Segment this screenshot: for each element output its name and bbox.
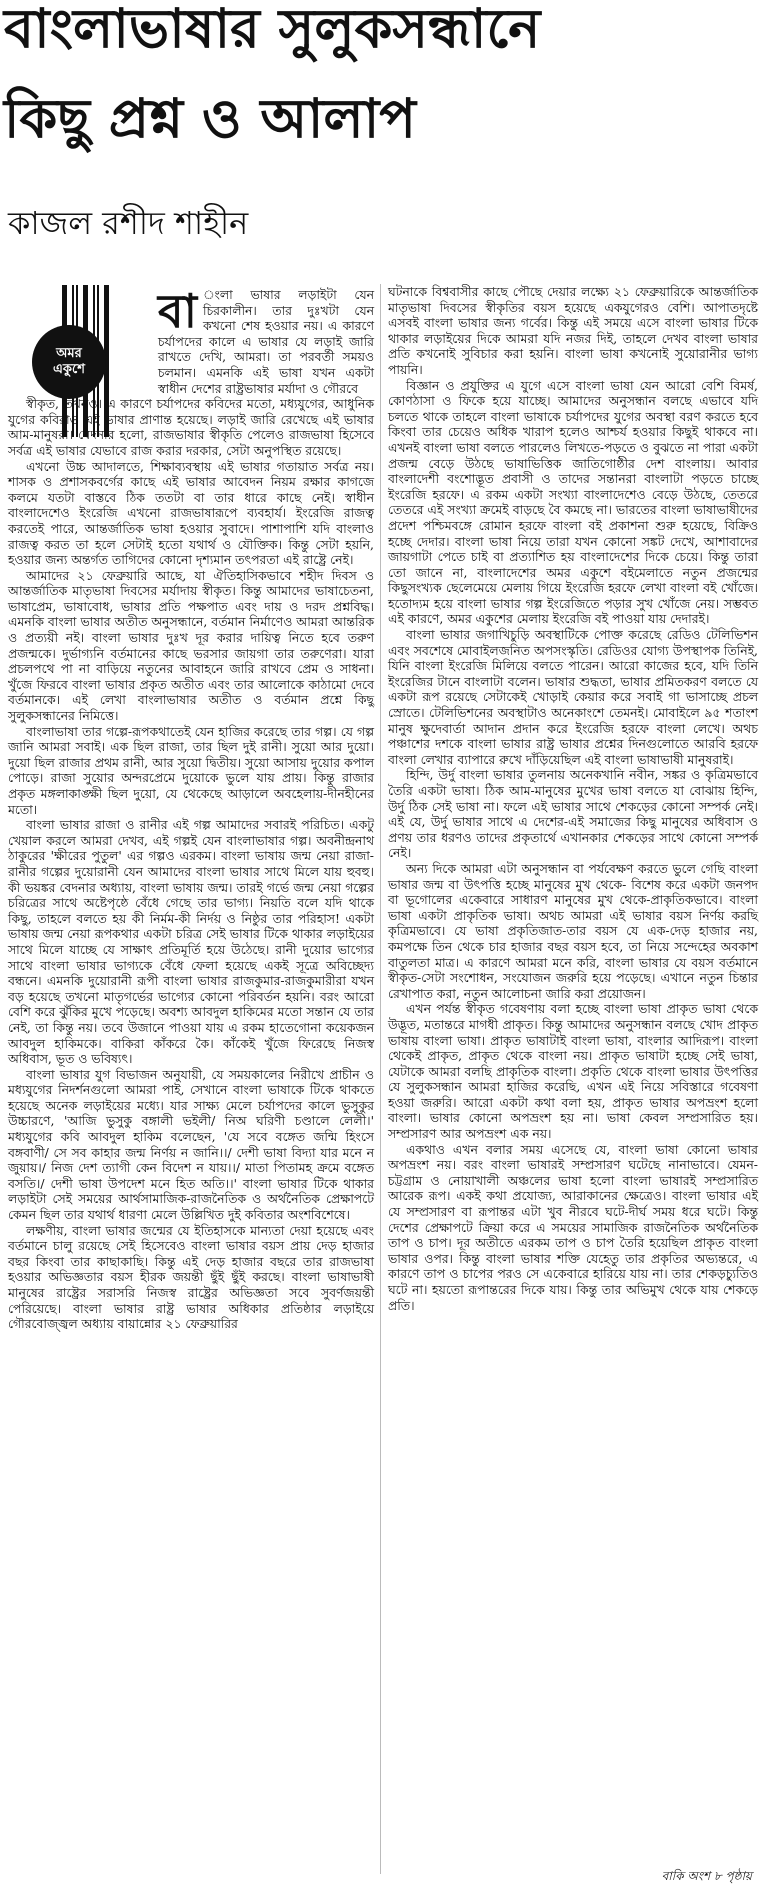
- article-paragraph: একথাও এখন বলার সময় এসেছে যে, বাংলা ভাষা কোনো ভাষার অপভ্রংশ নয়। বরং বাংলা ভাষারই সম্প্রসারণ ঘটেছে নানাভাবে। যেমন- চট্টগ্রাম ও নোয়াখালী অঞ্চলের ভাষা হলো বাংলা ভাষারই সম্প্রসারিত আরেক রূপ। একই কথা প্রযোজ্য, আরাকানের ক্ষেত্রেও। বাংলা ভাষার এই যে সম্প্রসারণ বা রূপান্তর এটা খুব নীরবে ঘটে-দীর্ঘ সময় ধরে ঘটে। কিন্তু দেশের প্রেক্ষাপটে ক্রিয়া করে এ সময়ের সামাজিক রাজনৈতিক অর্থনৈতিক তাপ ও চাপ। দূর অতীতে এরকম তাপ ও চাপ তৈরি হয়েছিল প্রাকৃত বাংলা ভাষার ওপর। কিন্তু বাংলা ভাষার শক্তি যেহেতু তার প্রকৃতির অভ্যন্তরে, এ কারণে তাপ ও চাপের পরও সে একেবারে হারিয়ে যায় না। তার শেকড়চ্যুতিও ঘটে না। হয়তো রূপান্তরের দিকে যায়। কিন্তু তার অভিমুখ থেকে যায় শেকড়ে প্রতি।: [388, 1141, 758, 1313]
- intro-text: ংলা ভাষার লড়াইটা যেন চিরকালীন। তার দুঃখটা যেন কখনো শেষ হওয়ার নয়। এ কারণে চর্যাপদের কালে এ ভাষার যে লড়াই জারি রাখতে দেখি, আমরা। তা পরবর্তী সময়ও চলমান। এমনকি এই ভাষা যখন একটা স্বাধীন দেশের রাষ্ট্রভাষার মর্যাদা ও গৌরবে: [158, 287, 374, 396]
- article-paragraph: বাংলাভাষা তার গল্পে-রূপকথাতেই যেন হাজির করেছে তার গল্প। যে গল্প জানি আমরা সবাই। এক ছিল রাজা, তার ছিল দুই রানী। সুয়ো আর দুয়ো। দুয়ো ছিল রাজার প্রথম রানী, আর সুয়ো দ্বিতীয়। সুয়ো আসায় দুয়োর কপাল পোড়ে। রাজা সুয়োর অন্দরপ্রেমে দুয়োকে ভুলে যায় প্রায়। কিন্তু রাজার প্রকৃত মঙ্গলাকাঙ্ক্ষী ছিল দুয়ো, যে থেকেছে আড়ালে অবহেলায়-দীনহীনের মতো।: [8, 723, 374, 817]
- headline: [4, 2, 744, 166]
- headline-line-1: বাংলাভাষার সুলুকসন্ধানে: [4, 0, 541, 60]
- article-paragraph: লক্ষণীয়, বাংলা ভাষার জন্মের যে ইতিহাসকে মান্যতা দেয়া হয়েছে এবং বর্তমানে চালু রয়েছে সেই হিসেবেও বাংলা ভাষার বয়স প্রায় দেড় হাজার বছর কিংবা তার কাছাকাছি। কিন্তু এই দেড় হাজার বছরে তার রাজভাষা হওয়ার অভিজ্ঞতার বয়স হীরক জয়ন্তী ছুঁই ছুঁই করছে। বাংলা ভাষাভাষী মানুষের রাষ্ট্রের সরাসরি নিজস্ব রাষ্ট্রের অভিজ্ঞতা সবে সুবর্ণজয়ন্তী পেরিয়েছে। বাংলা ভাষার রাষ্ট্র ভাষার অধিকার প্রতিষ্ঠার লড়াইয়ে গৌরবোজ্জ্বল অধ্যায় বায়ান্নোর ২১ ফেব্রুয়ারির: [8, 1222, 374, 1332]
- article-column-right: [388, 284, 758, 1313]
- article-paragraph: বাংলা ভাষার যুগ বিভাজন অনুযায়ী, যে সময়কালের নিরীখে প্রাচীন ও মধ্যযুগের নিদর্শনগুলো আমরা পাই, সেখানে বাংলা ভাষাকে টিকে থাকতে হয়েছে অনেক লড়াইয়ের মধ্যে। যার সাক্ষ্য মেলে চর্যাপদের কালে ভুসুকুর উচ্চারণে, 'আজি ভুসুকু বঙ্গালী ভইলী/ নিঅ ঘরিণী চণ্ডালে লেলী।' মধ্যযুগের কবি আবদুল হাকিম বলেছেন, 'যে সবে বঙ্গেত জন্মি হিংসে বঙ্গবাণী/ সে সব কাহার জন্ম নির্ণয় ন জানি।।/ দেশী ভাষা বিদ্যা যার মনে ন জুয়ায়।/ নিজ দেশ ত্যাগী কেন বিদেশ ন যায়।।/ মাতা পিতামহ ক্রমে বঙ্গেত বসতি।/ দেশী ভাষা উপদেশ মনে হিত অতি।।' বাংলা ভাষার টিকে থাকার লড়াইটা সেই সময়ের আর্থসামাজিক-রাজনৈতিক ও অর্থনৈতিক প্রেক্ষাপটে কেমন ছিল তার যথার্থ ধারণা মেলে উল্লিখিত দুই কবিতার অংশবিশেষে।: [8, 1066, 374, 1223]
- article-paragraph: বাংলা ভাষার জগাখিচুড়ি অবস্থাটিকে পোক্ত করেছে রেডিও টেলিভিশন এবং সবশেষে মোবাইলজনিত অপসংস্কৃতি। রেডিওর যোগ্য উপস্থাপক তিনিই, যিনি বাংলা ইংরেজি মিলিয়ে বলতে পারেন। আরো কাজের হবে, যদি তিনি ইংরেজির টানে বাংলাটা বলেন। ভাষার শুদ্ধতা, ভাষার প্রমিতকরণ বলতে যে একটা রূপ রয়েছে সেটাকেই খোড়াই কেয়ার করে সবাই গা ভাসাচ্ছে প্রচল স্রোতে। টেলিভিশনের অবস্থাটাও অনেকাংশে তেমনই। মোবাইলে ৯৫ শতাংশ মানুষ ক্ষুদেবার্তা আদান প্রদান করে ইংরেজি হরফে বাংলা লেখে। অথচ পঞ্চাশের দশকে বাংলা ভাষার রাষ্ট্র ভাষার প্রশ্নের দিনগুলোতে আরবি হরফে বাংলা লেখার ব্যাপারে রুখে দাঁড়িয়েছিল এই বাংলা ভাষাভাষী মানুষরাই।: [388, 627, 758, 767]
- drop-cap: বা: [158, 284, 197, 338]
- article-paragraph: বাংলা ভাষার রাজা ও রানীর এই গল্প আমাদের সবারই পরিচিত। একটু খেয়াল করলে আমরা দেখব, এই গল্পই যেন বাংলাভাষার গল্প। অবনীন্দ্রনাথ ঠাকুরের 'ক্ষীরের পুতুল' এর গল্পও এরকম। বাংলা ভাষায় জন্ম নেয়া রাজা-রানীর গল্পের দুয়োরানী যেন আমাদের বাংলা ভাষার সাথে মিলে যায় হুবহু। কী ভয়ঙ্কর বেদনার অধ্যায়, বাংলা ভাষায় জন্ম। তারই গর্ভে জন্ম নেয়া গল্পের চরিত্রের সাথে অষ্টেপৃষ্ঠে বেঁধে গেছে তার ভাগ্য। নিয়তি বলে যদি থাকে কিছু, তাহলে বলতে হয় কী নির্মম-কী নির্দয় ও নিষ্ঠুর তার পরিহাস! একটা ভাষায় জন্ম নেয়া রূপকথার একটা চরিত্র সেই ভাষার টিকে থাকার লড়াইয়ের সাথে মিলে যাচ্ছে যে সাক্ষাৎ প্রতিমূর্তি হয়ে উঠেছে। রানী দুয়োর ভাগ্যের সাথে বাংলা ভাষার ভাগ্যকে বেঁধে ফেলা হয়েছে একই সূত্রে অবিচ্ছেদ্য বন্ধনে। এমনকি দুয়োরানী রূপী বাংলা ভাষার রাজকুমার-রাজকুমারীরা যখন বড় হয়েছে তখনো মাতৃগর্ভের ভাগ্যের কোনো পরিবর্তন হয়নি। বরং আরো বেশি করে ঝুঁকির মুখে পড়েছে। অবশ্য আবদুল হাকিমের মতো সন্তান যে তার নেই, তা কিন্তু নয়। তবে উজানে পাওয়া যায় এ রকম হাতেগোনা কয়েকজন আবদুল হাকিমকে। বাকিরা কাঁকরে কৈ। কাঁকেই খুঁজে ফিরেছে নিজস্ব অধিবাস, ভূত ও ভবিষ্যৎ।: [8, 817, 374, 1067]
- article-paragraph: ঘটনাকে বিশ্ববাসীর কাছে পৌছে দেয়ার লক্ষ্যে ২১ ফেব্রুয়ারিকে আন্তর্জাতিক মাতৃভাষা দিবসের স্বীকৃতির বয়স হয়েছে একযুগেরও বেশি। আপাতদৃষ্টে এসবই বাংলা ভাষার জন্য গর্বের। কিন্তু এই সময়ে এসে বাংলা ভাষার টিকে থাকার লড়াইয়ের দিকে আমরা যদি নজর দিই, তাহলে দেখব বাংলা ভাষার প্রতি কখনোই সুবিচার করা হয়নি। বাংলা ভাষা কখনোই সুয়োরানীর ভাগ্য পায়নি।: [388, 284, 758, 377]
- byline: কাজল রশীদ শাহীন: [8, 204, 249, 242]
- article-paragraph: বিজ্ঞান ও প্রযুক্তির এ যুগে এসে বাংলা ভাষা যেন আরো বেশি বিমর্ষ, কোণঠাসা ও ফিকে হয়ে যাচ্ছে। আমাদের অনুসন্ধান বলছে এভাবে যদি চলতে থাকে তাহলে বাংলা ভাষাকে চর্যাপদের যুগের অবস্থা বরণ করতে হবে কিংবা তার চেয়েও অধিক খারাপ হলেও আশ্চর্য হওয়ার কিছুই থাকবে না। এখনই বাংলা ভাষা বলতে পারলেও লিখতে-পড়তে ও বুঝতে না পারা একটা প্রজন্ম বেড়ে উঠছে ভাষাভিত্তিক জাতিগোষ্ঠীর দেশ বাংলায়। আবার বাংলাদেশী বংশোদ্ভূত প্রবাসী ও তাদের সন্তানরা বাংলাটা পড়তে চাচ্ছে ইংরেজি হরফে। এ রকম একটা সংখ্যা বাংলাদেশেও বেড়ে উঠছে, তেতরে তেতরে এই সংখ্যা ক্রমেই বাড়ছে বৈ কমছে না। ভারতের বাংলা ভাষাভাষীদের প্রদেশ পশ্চিমবঙ্গে রোমান হরফে বাংলা বই প্রকাশনা শুরু হয়েছে, বিক্রিও হচ্ছে দেদার। বাংলা ভাষা নিয়ে তারা যখন কোনো সঙ্কট দেখে, আশাবাদের জায়গাটা পেতে চাই বা প্রত্যাশিত হয় বাংলাদেশের দিকে চেয়ে। কিন্তু তারা তো জানে না, বাংলাদেশের অমর একুশে বইমেলাতে নতুন প্রজন্মের কিছুসংখ্যক ছেলেমেয়ে মেলায় গিয়ে ইংরেজি হরফে লেখা বাংলা বই খোঁজে। হতোদ্যম হয়ে বাংলা ভাষার গল্প ইংরেজিতে পড়ার সুখ খোঁজে নেয়। সম্ভবত এই কারণে, অমর একুশের মেলায় ইংরেজি বই পাওয়া যায় দেদারই।: [388, 377, 758, 627]
- article-paragraph: অন্য দিকে আমরা এটা অনুসন্ধান বা পর্যবেক্ষণ করতে ভুলে গেছি বাংলা ভাষার জন্ম বা উৎপত্তি হচ্ছে মানুষের মুখ থেকে- বিশেষ করে একটা জনপদ বা ভূগোলের একেবারে সাধারণ মানুষের মুখ থেকে-প্রাকৃতিকভাবে। বাংলা ভাষা একটা প্রাকৃতিক ভাষা। অথচ আমরা এই ভাষার বয়স নির্ণয় করছি কৃত্রিমভাবে। যে ভাষা প্রকৃতিজাত-তার বয়স যে এক-দেড় হাজার নয়, কমপক্ষে তিন থেকে চার হাজার বছর বয়স হবে, তা নিয়ে সন্দেহের অবকাশ বাতুলতা মাত্র। এ কারণে আমরা মনে করি, বাংলা ভাষার যে বয়স বর্তমানে স্বীকৃত-সেটা সংশোধন, সংযোজন জরুরি হয়ে পড়েছে। এখানে নতুন চিন্তার রেখাপাত করা, নতুন আলোচনা জারি করা প্রয়োজন।: [388, 860, 758, 1001]
- article-paragraph: আমাদের ২১ ফেব্রুয়ারি আছে, যা ঐতিহাসিকভাবে শহীদ দিবস ও আন্তর্জাতিক মাতৃভাষা দিবসের মর্যাদায় স্বীকৃত। কিন্তু আমাদের ভাষাচেতনা, ভাষাপ্রেম, ভাষাবোধ, ভাষার প্রতি পক্ষপাত এবং দায় ও দরদ প্রশ্নবিদ্ধ। এমনকি বাংলা ভাষার অতীত অনুসন্ধানে, বর্তমান নির্মাণেও আমরা আন্তরিক ও প্রত্যয়ী নই। বাংলা ভাষার দুঃখ দূর করার দায়িত্ব নিতে হবে তরুণ প্রজন্মকে। দুর্ভাগ্যনি বর্তমানের কাছে ভরসার জায়গা তার তরুণেরা। যারা প্রচলপথে পা না বাড়িয়ে নতুনের আবাহনে জারি রাখবে প্রেম ও সাধনা। খুঁজে ফিরবে বাংলা ভাষার প্রকৃত অতীত এবং তার আলোকে কাঠামো দেবে বর্তমানকে। এই লেখা বাংলাভাষার অতীত ও বর্তমান প্রশ্নে কিছু সুলুকসন্ধানের নিমিত্তে।: [8, 567, 374, 724]
- logo-text-line-1: অমর: [56, 346, 82, 362]
- article-intro-paragraph: [158, 284, 374, 396]
- article-paragraph: স্বীকৃত, তখনও। এ কারণে চর্যাপদের কবিদের মতো, মধ্যযুগের, আধুনিক যুগের কবিরাও এই ভাষার প্রাণান্ত হয়েছে। লড়াই জারি রেখেছে এই ভাষার আম-মানুষরা। বেদনার হলো, রাজভাষার স্বীকৃতি পেলেও রাজভাষা হিসেবে সর্বত্র এই ভাষার যেভাবে রাজ করার দরকার, সেটা অনুপস্থিত রয়েছে।: [8, 396, 374, 458]
- headline-line-2: কিছু প্রশ্ন ও আলাপ: [4, 87, 416, 150]
- continued-on-page-note: বাকি অংশ ৮ পৃষ্ঠায়: [661, 1869, 752, 1883]
- article-paragraph: এখন পর্যন্ত স্বীকৃত গবেষণায় বলা হচ্ছে বাংলা ভাষা প্রাকৃত ভাষা থেকে উদ্ভূত, মতান্তরে মাগধী প্রাকৃত। কিন্তু আমাদের অনুসন্ধান বলছে খোদ প্রাকৃত ভাষায় বাংলা ভাষা। প্রাকৃত ভাষাটাই বাংলা ভাষা, বাংলার আদিরূপ। বাংলা থেকেই প্রাকৃত, প্রাকৃত থেকে বাংলা নয়। প্রাকৃত ভাষাটা হচ্ছে সেই ভাষা, যেটাকে আমরা বলছি প্রাকৃতিক বাংলা। প্রকৃতি থেকে বাংলা ভাষার উৎপত্তির যে সুলুকসন্ধান আমরা হাজির করেছি, এখন এই নিয়ে সবিস্তারে গবেষণা হওয়া জরুরি। আরো একটা কথা বলা হয়, প্রাকৃত ভাষার অপভ্রংশ হলো বাংলা। ভাষার কোনো অপভ্রংশ হয় না। ভাষা কেবল সম্প্রসারিত হয়। সম্প্রসারণ আর অপভ্রংশ এক নয়।: [388, 1001, 758, 1142]
- article-column-left: [8, 284, 374, 1332]
- article-paragraph: হিন্দি, উর্দু বাংলা ভাষার তুলনায় অনেকখানি নবীন, সঙ্কর ও কৃত্রিমভাবে তৈরি একটা ভাষা। ঠিক আম-মানুষের মুখের ভাষা বলতে যা বোঝায় হিন্দি, উর্দু ঠিক সেই ভাষা না। ফলে এই ভাষার সাথে শেকড়ের কোনো সম্পর্ক নেই। এই যে, উর্দু ভাষার সাথে এ দেশের-এই সমাজের কিছু মানুষের অধিবাস ও প্রণয় তার ধরণও তাদের প্রকৃতার্থে এখানকার শেকড়ের সাথে কোনো সম্পর্ক নেই।: [388, 767, 758, 861]
- column-divider: [380, 284, 381, 1874]
- logo-text-line-2: একুশে: [53, 362, 85, 377]
- article-paragraph: এখনো উচ্চ আদালতে, শিক্ষাব্যবস্থায় এই ভাষার গতায়াত সর্বত্র নয়। শাসক ও প্রশাসকবর্গের কাছে এই ভাষার আবেদন নিয়ম রক্ষার কাগজে কলমে যতটা বাস্তবে ঠিক ততটা বা তার ধারে কাছে নেই। স্বাধীন বাংলাদেশেও ইংরেজি এখনো রাজভাষারূপে ব্যবহার্য। ইংরেজি রাজত্ব করতেই পারে, আন্তর্জাতিক ভাষা হওয়ার সুবাদে। পাশাপাশি যদি বাংলাও রাজত্ব করত তা হলে সেটাই হতো যথার্থ ও যৌক্তিক। কিন্তু সেটা হয়নি, হওয়ার জন্য অন্তর্গত তাগিদের কোনো দৃশ্যমান তৎপরতা এই রাষ্ট্রে নেই।: [8, 458, 374, 568]
